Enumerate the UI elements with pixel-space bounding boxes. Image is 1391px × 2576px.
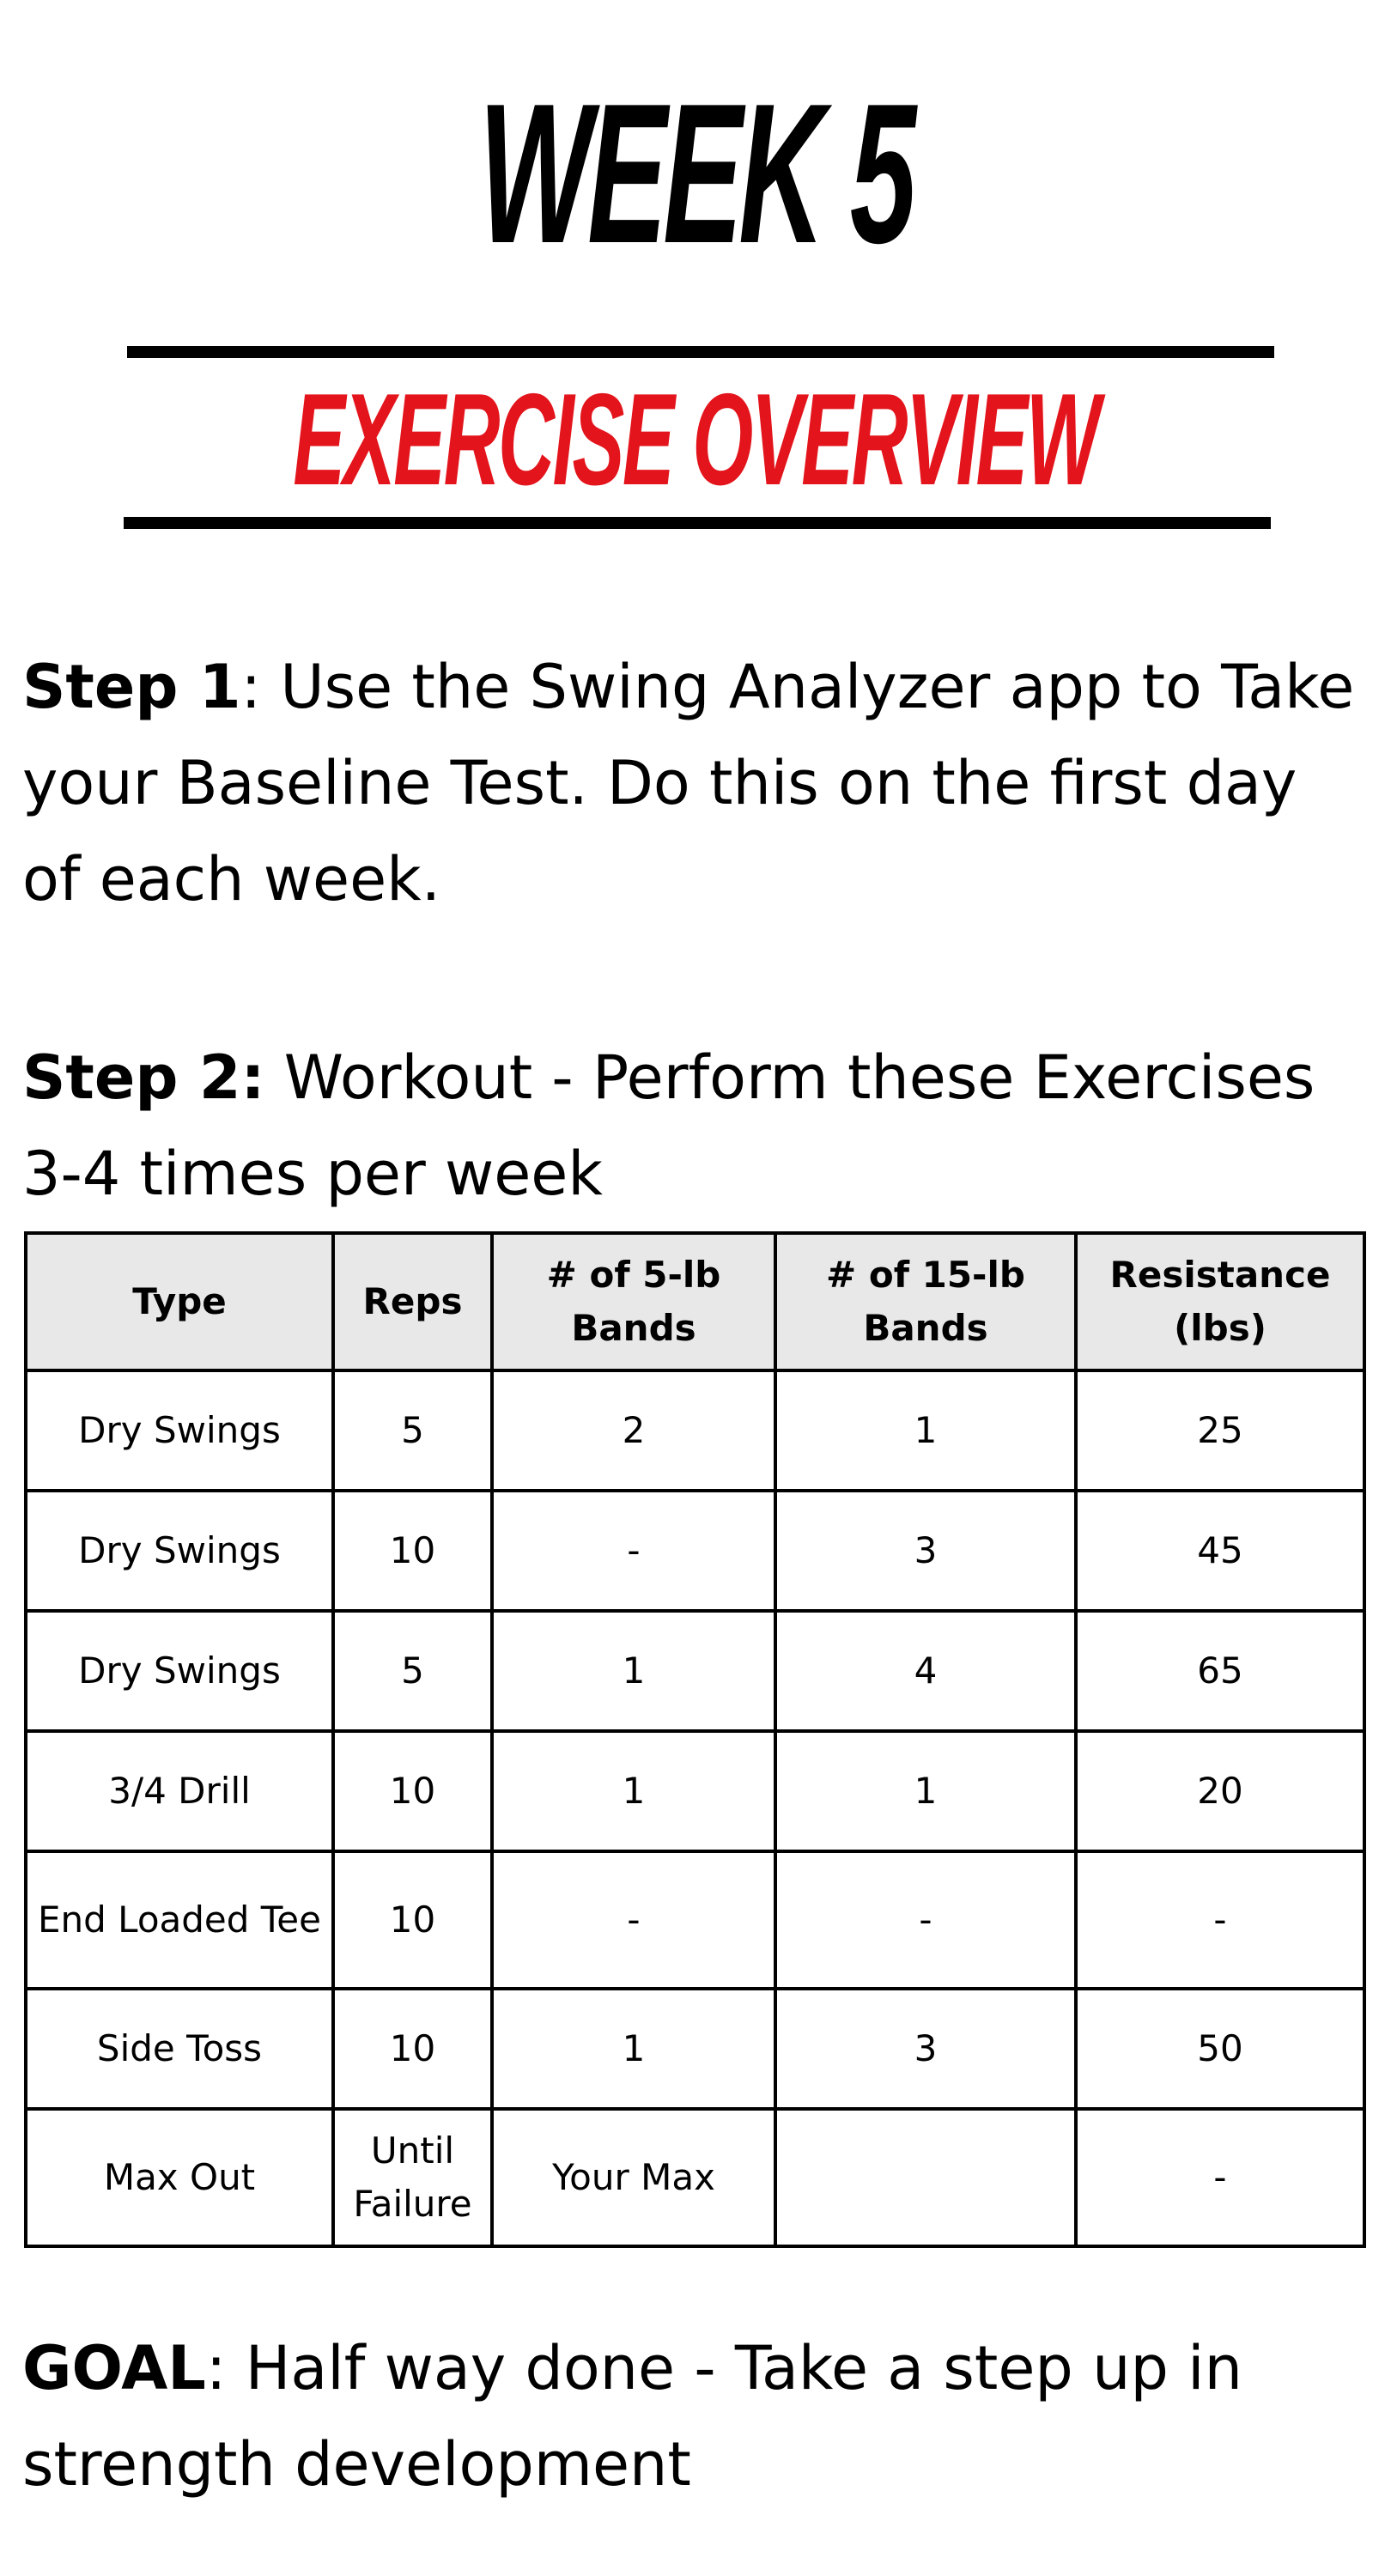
goal-text: : Half way done - Take a step up in strength development	[22, 2333, 1242, 2500]
step-2-label: Step 2:	[22, 1042, 265, 1113]
cell-type: Max Out	[26, 2109, 333, 2246]
step-2-text: Workout - Perform these Exercises 3-4 times per week	[22, 1042, 1315, 1209]
cell-reps: 5	[333, 1611, 492, 1731]
cell-reps: 10	[333, 1989, 492, 2109]
cell-type: Dry Swings	[26, 1370, 333, 1491]
cell-15lb-bands: -	[775, 1851, 1076, 1989]
cell-5lb-bands: 1	[492, 1731, 775, 1851]
divider-bottom	[124, 517, 1271, 529]
table-row	[26, 1989, 1364, 2109]
col-header-5lb-bands: # of 5-lb Bands	[492, 1233, 775, 1370]
cell-resistance: 65	[1076, 1611, 1364, 1731]
col-header-15lb-bands: # of 15-lb Bands	[775, 1233, 1076, 1370]
table-row	[26, 1370, 1364, 1491]
cell-5lb-bands: -	[492, 1491, 775, 1611]
cell-type: End Loaded Tee	[26, 1851, 333, 1989]
step-1-label: Step 1	[22, 652, 241, 722]
page-subtitle: EXERCISE OVERVIEW	[293, 367, 1098, 513]
cell-type: 3/4 Drill	[26, 1731, 333, 1851]
table-header-row	[26, 1233, 1364, 1370]
cell-resistance: 45	[1076, 1491, 1364, 1611]
cell-resistance: 50	[1076, 1989, 1364, 2109]
divider-top	[127, 346, 1274, 358]
step-1	[22, 639, 1370, 927]
goal-label: GOAL	[22, 2333, 206, 2403]
cell-5lb-bands: -	[492, 1851, 775, 1989]
cell-15lb-bands: 3	[775, 1491, 1076, 1611]
cell-5lb-bands: 1	[492, 1611, 775, 1731]
step-1-text: : Use the Swing Analyzer app to Take your Baseline Test. Do this on the first day of each week.	[22, 652, 1355, 914]
step-2	[22, 1030, 1370, 1222]
cell-15lb-bands: 1	[775, 1370, 1076, 1491]
cell-resistance: 20	[1076, 1731, 1364, 1851]
table-row	[26, 1731, 1364, 1851]
table-row	[26, 1851, 1364, 1989]
cell-reps: 10	[333, 1491, 492, 1611]
cell-15lb-bands: 1	[775, 1731, 1076, 1851]
goal	[22, 2320, 1370, 2512]
cell-type: Side Toss	[26, 1989, 333, 2109]
cell-15lb-bands: 4	[775, 1611, 1076, 1731]
cell-resistance: -	[1076, 1851, 1364, 1989]
cell-reps: 10	[333, 1731, 492, 1851]
cell-resistance: -	[1076, 2109, 1364, 2246]
table-row	[26, 2109, 1364, 2246]
cell-type: Dry Swings	[26, 1611, 333, 1731]
cell-15lb-bands	[775, 2109, 1076, 2246]
col-header-reps: Reps	[333, 1233, 492, 1370]
exercise-table	[24, 1231, 1366, 2248]
cell-reps: 5	[333, 1370, 492, 1491]
table-row	[26, 1611, 1364, 1731]
cell-type: Dry Swings	[26, 1491, 333, 1611]
col-header-type: Type	[26, 1233, 333, 1370]
table-row	[26, 1491, 1364, 1611]
cell-5lb-bands: 2	[492, 1370, 775, 1491]
cell-5lb-bands: Your Max	[492, 2109, 775, 2246]
cell-reps: Until Failure	[333, 2109, 492, 2246]
page-title: WEEK 5	[478, 63, 913, 285]
col-header-resistance: Resistance (lbs)	[1076, 1233, 1364, 1370]
cell-reps: 10	[333, 1851, 492, 1989]
cell-5lb-bands: 1	[492, 1989, 775, 2109]
cell-resistance: 25	[1076, 1370, 1364, 1491]
cell-15lb-bands: 3	[775, 1989, 1076, 2109]
